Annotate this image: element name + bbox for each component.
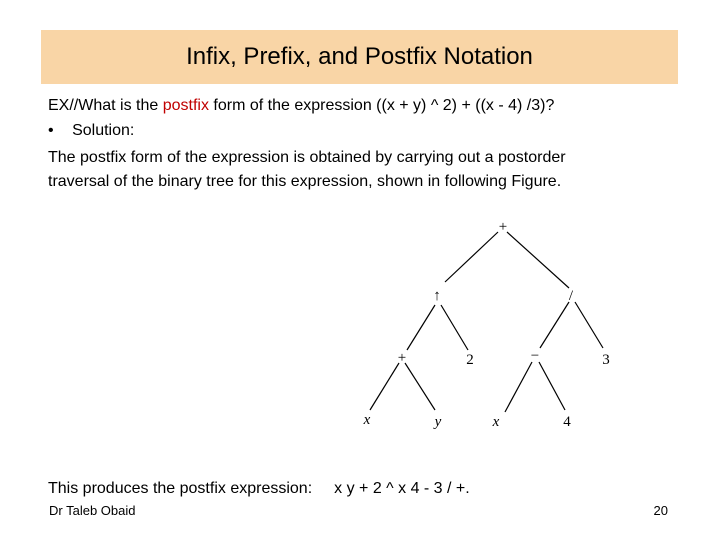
page-number: 20 (653, 503, 668, 518)
conclusion-line (48, 480, 470, 498)
binary-tree-figure (355, 210, 630, 470)
tree-edge (540, 302, 569, 348)
question-highlight: postfix (162, 97, 209, 114)
bullet: • (48, 122, 54, 139)
tree-edge (441, 305, 468, 350)
tree-edge (405, 363, 435, 410)
tree-node: 2 (466, 352, 474, 368)
result-expression: x y + 2 ^ x 4 - 3 / +. (334, 480, 470, 497)
tree-node: x (363, 412, 371, 428)
tree-node: − (530, 348, 540, 364)
result-label: This produces the postfix expression: (48, 480, 313, 497)
body-line-1: The postfix form of the expression is obtained by carrying out a postorder (48, 149, 566, 166)
tree-edge (370, 363, 399, 410)
tree-edge (407, 305, 435, 350)
tree-node: + (397, 350, 407, 366)
title-band (41, 30, 678, 84)
tree-edge (539, 362, 565, 410)
tree-node: 4 (563, 414, 571, 430)
author-footer: Dr Taleb Obaid (49, 503, 136, 518)
tree-edge (575, 302, 603, 348)
tree-node: x (492, 414, 500, 430)
tree-node: ↑ (433, 288, 441, 304)
tree-node: / (568, 288, 574, 304)
tree-node: y (434, 414, 442, 430)
question-line (48, 96, 554, 116)
slide-title: Infix, Prefix, and Postfix Notation (186, 43, 533, 70)
question-suffix: form of the expression ((x + y) ^ 2) + ((x - 4) /3)? (208, 97, 555, 114)
tree-node: + (498, 219, 508, 235)
tree-edge (445, 232, 498, 282)
question-prefix: EX//What is the (48, 97, 163, 114)
solution-line (48, 121, 134, 141)
tree-edge (505, 362, 532, 412)
solution-label: Solution: (72, 122, 135, 139)
tree-edge (507, 232, 569, 288)
body-line-2: traversal of the binary tree for this expression, shown in following Figure. (48, 173, 562, 190)
tree-node: 3 (602, 352, 610, 368)
